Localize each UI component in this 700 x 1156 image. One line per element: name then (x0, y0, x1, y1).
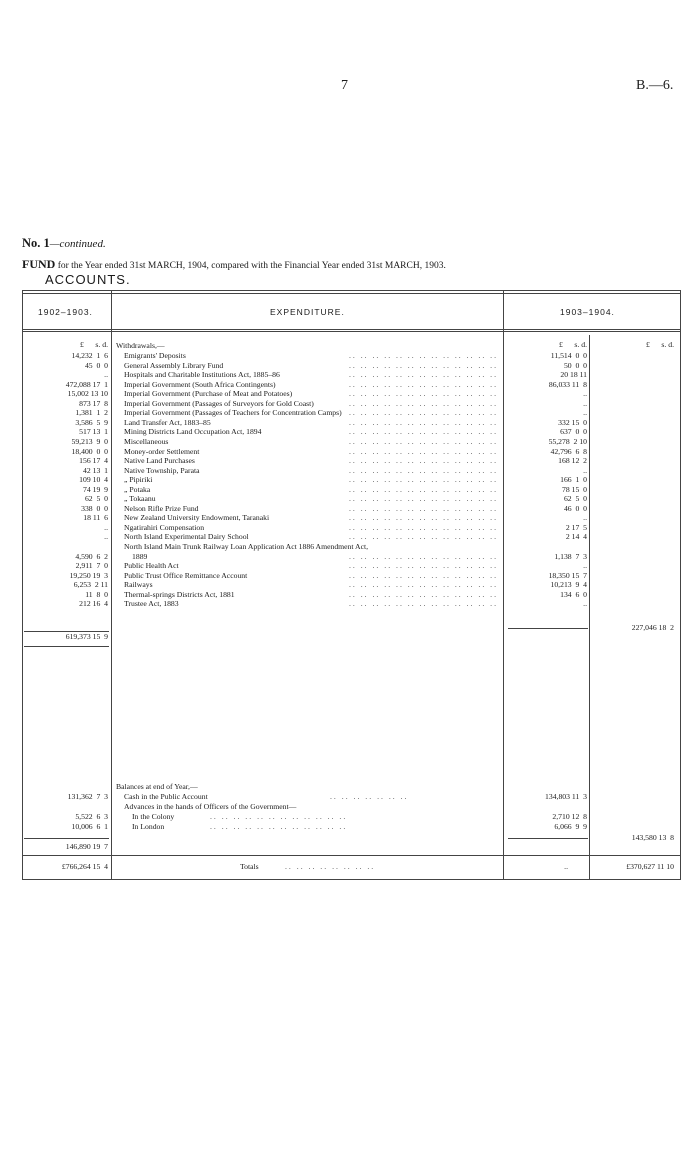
column-divider-1 (111, 290, 112, 880)
withdrawal-amount-1903: .. (583, 398, 587, 408)
withdrawal-amount-1903: 78 15 0 (562, 484, 587, 494)
leader-dots: .. .. .. .. .. .. .. .. .. .. .. .. .. (348, 360, 498, 370)
totals-prev: £766,264 15 4 (61, 862, 108, 871)
withdrawals-subtotal-prev: 619,373 15 9 (65, 632, 108, 641)
withdrawal-amount-1903: 2 14 4 (565, 532, 587, 542)
table-left-border (22, 290, 23, 880)
withdrawal-label: Native Land Purchases (124, 456, 198, 466)
leader-dots: .. .. .. .. .. .. .. .. .. .. .. .. .. (348, 398, 498, 408)
withdrawal-label: Thermal-springs Districts Act, 1881 (124, 590, 238, 600)
totals-top-rule (22, 855, 681, 856)
unit-shilling: s. (661, 340, 667, 349)
column-header-1903: 1903–1904. (560, 307, 615, 317)
withdrawal-amount-1902: 873 17 8 (79, 398, 108, 408)
withdrawal-label: Money-order Settlement (124, 447, 202, 457)
colony-prev: 5,522 6 3 (75, 812, 108, 821)
balances-subtotal-prev: 146,890 19 7 (65, 842, 108, 851)
withdrawal-amount-1903: 50 0 0 (563, 360, 587, 370)
withdrawal-amount-1902: 1,381 1 2 (75, 408, 108, 418)
leader-dots: .. .. .. .. .. .. .. .. .. .. .. .. .. (348, 370, 498, 380)
withdrawal-amount-1902: 45 0 0 (84, 360, 108, 370)
unit-pence: d. (668, 340, 674, 349)
withdrawal-label: New Zealand University Endowment, Taranaki (124, 513, 272, 523)
withdrawal-label: Railways (124, 580, 156, 590)
table-right-border (680, 290, 681, 880)
leader-dots: .. .. .. .. .. .. .. .. .. .. .. .. .. (348, 551, 498, 561)
leader-dots: .. .. .. .. .. .. .. .. .. .. .. .. .. (348, 522, 498, 532)
leader-dots: .. .. .. .. .. .. .. .. .. .. .. .. .. (348, 408, 498, 418)
withdrawal-label: 1889 (132, 552, 150, 562)
cash-label: Cash in the Public Account (124, 792, 208, 801)
subtotal-rule-curr (508, 628, 588, 629)
table-top-rule-2 (22, 293, 681, 294)
withdrawal-amount-1903: 20 18 11 (560, 370, 587, 380)
column-divider-2 (503, 290, 504, 880)
leader-dots: .. .. .. .. .. .. .. .. .. .. .. .. .. (348, 427, 498, 437)
withdrawal-amount-1902: 472,088 17 1 (65, 379, 108, 389)
withdrawal-amount-1902: 18,400 0 0 (71, 446, 108, 456)
withdrawal-amount-1903: 86,033 11 8 (548, 379, 587, 389)
title-number: No. 1 (22, 236, 50, 250)
column-header-expenditure: EXPENDITURE. (270, 307, 345, 317)
withdrawal-amount-1903: 10,213 9 4 (550, 580, 587, 590)
withdrawal-amount-1902: 74 19 9 (83, 484, 108, 494)
units-total (594, 340, 674, 350)
balances-heading: Balances at end of Year,— (116, 782, 198, 791)
withdrawal-amount-1903: 18,350 15 7 (548, 570, 587, 580)
withdrawal-amount-1903: .. (583, 465, 587, 475)
column-divider-3 (589, 335, 590, 880)
leader-dots: .. .. .. .. .. .. .. .. .. .. .. .. .. (348, 494, 498, 504)
unit-pound: £ (559, 340, 563, 349)
balances-rule-prev (24, 838, 109, 839)
unit-shilling: s. (95, 340, 101, 349)
withdrawal-amount-1903: .. (583, 513, 587, 523)
withdrawal-amount-1903: .. (583, 389, 587, 399)
title-continued: —continued. (49, 238, 106, 250)
title-period: for the Year ended 31st MARCH, 1904, compared with the Financial Year ended 31st MARCH, 1903. (55, 261, 446, 271)
withdrawal-amount-1902: 4,590 6 2 (75, 551, 108, 561)
withdrawal-amount-1903: .. (583, 599, 587, 609)
leader-dots: .. .. .. .. .. .. .. .. .. .. .. .. .. (348, 589, 498, 599)
withdrawal-amount-1903: 168 12 2 (558, 456, 587, 466)
leader-dots: .. .. .. .. .. .. .. .. .. .. .. .. .. (348, 513, 498, 523)
withdrawal-label: Miscellaneous (124, 437, 171, 447)
leader-dots: .. .. .. .. .. .. .. .. .. .. .. .. (210, 812, 348, 821)
withdrawal-amount-1903: 55,278 2 10 (548, 436, 587, 446)
withdrawal-amount-1902: 156 17 4 (79, 456, 108, 466)
leader-dots: .. .. .. .. .. .. .. .. .. .. .. .. .. (348, 417, 498, 427)
withdrawal-amount-1902: 212 16 4 (79, 599, 108, 609)
unit-pound: £ (646, 340, 650, 349)
withdrawal-label: „ Tokaanu (124, 494, 159, 504)
balances-rule-curr (508, 838, 588, 839)
totals-curr: £370,627 11 10 (626, 862, 674, 871)
withdrawal-label: General Assembly Library Fund (124, 361, 226, 371)
units-curr (508, 340, 587, 350)
unit-pence: d. (581, 340, 587, 349)
advances-label: Advances in the hands of Officers of the Government— (124, 802, 297, 811)
totals-label: Totals (240, 862, 259, 871)
title-line-2 (22, 257, 446, 272)
balances-subtotal-curr: 143,580 13 8 (631, 833, 674, 842)
leader-dots: .. .. .. .. .. .. .. .. .. .. .. .. .. (348, 570, 498, 580)
withdrawal-amount-1903: 46 0 0 (563, 503, 587, 513)
leader-dots: .. .. .. .. .. .. .. .. .. .. .. .. .. (348, 475, 498, 485)
withdrawal-amount-1902: .. (104, 532, 108, 542)
withdrawal-amount-1902: 2,911 7 0 (75, 561, 108, 571)
withdrawal-amount-1903: 332 15 0 (558, 417, 587, 427)
header-bottom-rule (22, 329, 681, 330)
withdrawal-label: Imperial Government (Purchase of Meat and Potatoes) (124, 389, 295, 399)
leader-dots: .. .. .. .. .. .. .. .. .. .. .. .. .. (348, 503, 498, 513)
withdrawal-amount-1902: 109 10 4 (79, 475, 108, 485)
withdrawals-subtotal-curr: 227,046 18 2 (631, 623, 674, 632)
withdrawal-amount-1903: .. (583, 561, 587, 571)
withdrawal-label: Emigrants' Deposits (124, 351, 189, 361)
colony-curr: 2,710 12 8 (552, 812, 587, 821)
colony-label: In the Colony (132, 812, 175, 821)
withdrawal-label: Hospitals and Charitable Institutions Act, 1885–86 (124, 370, 283, 380)
withdrawal-label: „ Potaka (124, 485, 153, 495)
withdrawal-label: Mining Districts Land Occupation Act, 1894 (124, 427, 265, 437)
withdrawals-heading: Withdrawals,— (116, 341, 165, 350)
title-accounts: ACCOUNTS. (45, 272, 131, 287)
withdrawal-label: Imperial Government (South Africa Contingents) (124, 380, 279, 390)
leader-dots: .. .. .. .. .. .. .. .. .. .. .. .. .. (348, 389, 498, 399)
withdrawal-amount-1903: 42,796 6 8 (550, 446, 587, 456)
withdrawal-amount-1902: 3,586 5 9 (75, 417, 108, 427)
leader-dots: .. .. .. .. .. .. .. .. .. .. .. .. .. (348, 456, 498, 466)
totals-mid: .. (564, 862, 568, 871)
cash-curr: 134,803 11 3 (545, 792, 587, 801)
document-reference: B.—6. (636, 78, 674, 93)
withdrawal-label: Imperial Government (Passages of Teachers for Concentration Camps) (124, 408, 345, 418)
withdrawal-label: Land Transfer Act, 1883–85 (124, 418, 214, 428)
withdrawal-label: Public Health Act (124, 561, 182, 571)
leader-dots: .. .. .. .. .. .. .. .. .. .. .. .. .. (348, 580, 498, 590)
withdrawal-amount-1902: 19,250 19 3 (69, 570, 108, 580)
withdrawal-amount-1902: 14,232 1 6 (71, 351, 108, 360)
table-bottom-rule (22, 879, 681, 880)
withdrawal-amount-1903: 134 6 0 (560, 589, 587, 599)
leader-dots: .. .. .. .. .. .. .. .. .. .. .. .. .. (348, 599, 498, 609)
column-header-1902: 1902–1903. (38, 307, 93, 317)
withdrawal-amount-1903: 166 1 0 (560, 475, 587, 485)
leader-dots: .. .. .. .. .. .. .. .. .. .. .. .. .. (348, 561, 498, 571)
withdrawal-label: Imperial Government (Passages of Surveyors for Gold Coast) (124, 399, 317, 409)
leader-dots: .. .. .. .. .. .. .. .. .. .. .. .. .. (348, 532, 498, 542)
withdrawal-amount-1902: 18 11 6 (83, 513, 108, 523)
withdrawal-label: Native Township, Parata (124, 466, 203, 476)
withdrawal-amount-1902: 11 8 0 (85, 589, 108, 599)
withdrawal-label: North Island Experimental Dairy School (124, 532, 252, 542)
leader-dots: .. .. .. .. .. .. .. .. .. .. .. .. .. (348, 436, 498, 446)
cash-prev: 131,362 7 3 (67, 792, 108, 801)
withdrawal-amount-1902: .. (104, 370, 108, 380)
leader-dots: .. .. .. .. .. .. .. (330, 792, 409, 801)
leader-dots: .. .. .. .. .. .. .. .. .. .. .. .. .. (348, 484, 498, 494)
leader-dots: .. .. .. .. .. .. .. .. (285, 862, 376, 871)
table-top-rule (22, 290, 681, 291)
title-fund: FUND (22, 257, 56, 271)
withdrawal-amount-1902: .. (104, 522, 108, 532)
london-label: In London (132, 822, 165, 831)
unit-pence: d. (102, 340, 108, 349)
london-prev: 10,006 6 1 (71, 822, 108, 831)
units-prev (30, 340, 108, 350)
withdrawal-amount-1903: 1,138 7 3 (554, 551, 587, 561)
unit-pound: £ (80, 340, 84, 349)
withdrawal-label: Ngatirahiri Compensation (124, 523, 207, 533)
withdrawal-amount-1902: 42 13 1 (83, 465, 108, 475)
withdrawal-label: Nelson Rifle Prize Fund (124, 504, 202, 514)
withdrawal-label: North Island Main Trunk Railway Loan Application Act 1886 Amendment Act, (124, 542, 371, 552)
withdrawal-label: „ Pipiriki (124, 475, 155, 485)
withdrawal-amount-1902: 62 5 0 (84, 494, 108, 504)
withdrawal-amount-1903: 637 0 0 (560, 427, 587, 437)
withdrawal-amount-1903: 11,514 0 0 (550, 351, 587, 360)
subtotal-rule-prev-2 (24, 646, 109, 647)
withdrawal-amount-1902: 59,213 9 0 (71, 436, 108, 446)
leader-dots: .. .. .. .. .. .. .. .. .. .. .. .. .. (348, 465, 498, 475)
withdrawal-amount-1902: 338 0 0 (81, 503, 108, 513)
withdrawal-amount-1902: 6,253 2 11 (73, 580, 108, 590)
withdrawal-amount-1902: 15,002 13 10 (67, 389, 108, 399)
withdrawal-amount-1902: 517 13 1 (79, 427, 108, 437)
leader-dots: .. .. .. .. .. .. .. .. .. .. .. .. (210, 822, 348, 831)
withdrawal-amount-1903: .. (583, 408, 587, 418)
unit-shilling: s. (574, 340, 580, 349)
leader-dots: .. .. .. .. .. .. .. .. .. .. .. .. .. (348, 379, 498, 389)
withdrawal-amount-1903: 2 17 5 (565, 522, 587, 532)
london-curr: 6,066 9 9 (554, 822, 587, 831)
header-bottom-rule-2 (22, 331, 681, 332)
title-line-1 (22, 236, 106, 251)
withdrawal-amount-1903: 62 5 0 (563, 494, 587, 504)
withdrawal-label: Public Trust Office Remittance Account (124, 571, 250, 581)
page-number: 7 (341, 78, 348, 93)
leader-dots: .. .. .. .. .. .. .. .. .. .. .. .. .. (348, 351, 498, 360)
leader-dots: .. .. .. .. .. .. .. .. .. .. .. .. .. (348, 446, 498, 456)
withdrawal-label: Trustee Act, 1883 (124, 599, 182, 609)
